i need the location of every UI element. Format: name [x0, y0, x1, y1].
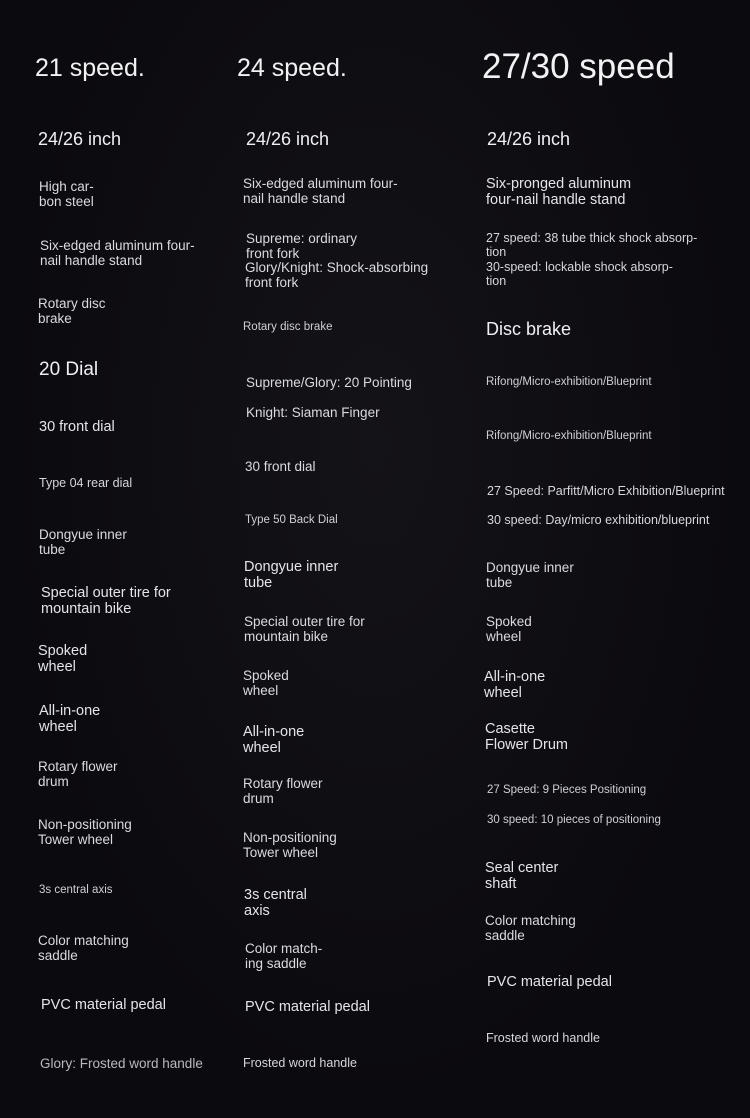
spec-flower-drum: Rotary flower drum — [38, 759, 118, 790]
spec-fork-glory-knight: Glory/Knight: Shock-absorbing front fork — [245, 260, 429, 291]
spec-inner-tube: Dongyue inner tube — [244, 559, 339, 592]
spec-brake: Rotary disc brake — [243, 321, 333, 333]
spec-rear-dial: Type 04 rear dial — [39, 476, 133, 490]
spec-fork-supreme: Supreme: ordinary front fork — [246, 231, 358, 262]
spec-inner-tube: Dongyue inner tube — [486, 560, 574, 591]
spec-dial-knight: Knight: Siaman Finger — [246, 405, 380, 420]
column-header: 21 speed. — [35, 54, 145, 82]
spec-center-shaft: Seal center shaft — [485, 860, 559, 893]
spec-dial-b: Rifong/Micro-exhibition/Blueprint — [486, 430, 652, 442]
spec-wheel-size: 24/26 inch — [38, 129, 122, 149]
spec-all-in-one-wheel: All-in-one wheel — [243, 724, 305, 757]
spec-handle-stand: Six-pronged aluminum four-nail handle stand — [486, 176, 632, 209]
spec-handle: Glory: Frosted word handle — [40, 1056, 203, 1071]
spec-flower-drum: Rotary flower drum — [243, 776, 323, 807]
spec-outer-tire: Special outer tire for mountain bike — [41, 585, 171, 618]
spec-spoked-wheel: Spoked wheel — [38, 643, 88, 676]
spec-inner-tube: Dongyue inner tube — [39, 527, 127, 558]
spec-central-axis: 3s central axis — [244, 887, 307, 920]
column-header: 24 speed. — [237, 54, 347, 82]
spec-brake: Disc brake — [486, 319, 572, 339]
spec-frame: High car- bon steel — [39, 179, 94, 210]
spec-central-axis: 3s central axis — [39, 884, 113, 896]
spec-outer-tire: Special outer tire for mountain bike — [244, 614, 365, 645]
spec-all-in-one-wheel: All-in-one wheel — [484, 669, 546, 702]
column-27-30-speed — [475, 0, 750, 1118]
spec-wheel-size: 24/26 inch — [246, 129, 330, 149]
spec-saddle: Color match- ing saddle — [245, 941, 323, 972]
spec-saddle: Color matching saddle — [485, 913, 576, 944]
spec-tower-wheel: Non-positioning Tower wheel — [38, 817, 132, 848]
spec-dial-a: Rifong/Micro-exhibition/Blueprint — [486, 376, 652, 388]
spec-wheel-size: 24/26 inch — [487, 129, 571, 149]
spec-pedal: PVC material pedal — [487, 974, 612, 990]
spec-handle: Frosted word handle — [243, 1056, 357, 1070]
spec-handle-stand: Six-edged aluminum four- nail handle stand — [243, 176, 398, 207]
spec-spoked-wheel: Spoked wheel — [486, 614, 532, 645]
spec-pedal: PVC material pedal — [41, 997, 166, 1013]
column-24-speed — [230, 0, 475, 1118]
spec-positioning-30-speed: 30 speed: 10 pieces of positioning — [487, 814, 661, 826]
spec-all-in-one-wheel: All-in-one wheel — [39, 703, 101, 736]
column-header: 27/30 speed — [482, 47, 675, 86]
spec-front-dial: 30 front dial — [39, 419, 115, 435]
column-21-speed — [0, 0, 225, 1118]
spec-saddle: Color matching saddle — [38, 933, 129, 964]
spec-dial-30-speed: 30 speed: Day/micro exhibition/blueprint — [487, 513, 710, 527]
spec-brake: Rotary disc brake — [38, 296, 106, 327]
spec-dial-supreme-glory: Supreme/Glory: 20 Pointing — [246, 375, 412, 390]
spec-back-dial: Type 50 Back Dial — [245, 514, 338, 526]
spec-flower-drum: Casette Flower Drum — [485, 721, 568, 754]
spec-handle: Frosted word handle — [486, 1031, 600, 1045]
spec-fork-27-speed: 27 speed: 38 tube thick shock absorp- tion — [486, 231, 698, 259]
spec-positioning-27-speed: 27 Speed: 9 Pieces Positioning — [487, 784, 647, 796]
spec-front-dial: 30 front dial — [245, 459, 316, 474]
spec-dial-27-speed: 27 Speed: Parfitt/Micro Exhibition/Blueprint — [487, 484, 725, 498]
spec-handle-stand: Six-edged aluminum four- nail handle stand — [40, 238, 195, 269]
spec-fork-30-speed: 30-speed: lockable shock absorp- tion — [486, 260, 673, 288]
spec-tower-wheel: Non-positioning Tower wheel — [243, 830, 337, 861]
spec-spoked-wheel: Spoked wheel — [243, 668, 289, 699]
spec-dial: 20 Dial — [39, 359, 99, 380]
spec-pedal: PVC material pedal — [245, 999, 370, 1015]
